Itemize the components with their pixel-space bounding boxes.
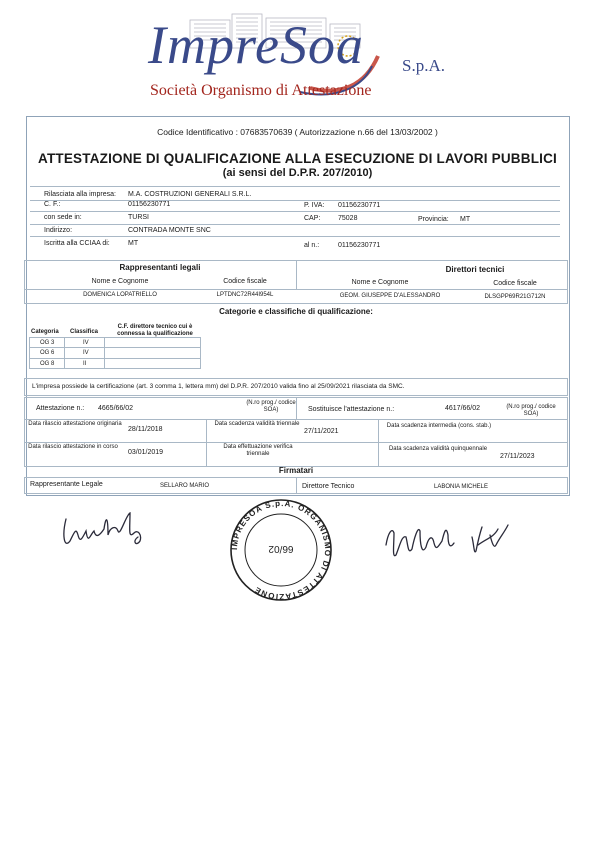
class-col: Classifica <box>70 329 99 335</box>
province-label: Provincia: <box>418 216 449 223</box>
address-label: Indirizzo: <box>44 227 73 234</box>
company-stamp <box>218 498 344 602</box>
seat-label: con sede in: <box>44 214 82 221</box>
tech-fiscal-col: Codice fiscale <box>493 280 537 287</box>
cf-label: C. F.: <box>44 201 61 208</box>
legal-rep-signatory-value: SELLARO MARIO <box>160 483 210 489</box>
rea-value: 01156230771 <box>338 242 381 249</box>
signatories-header: Firmatari <box>278 466 314 475</box>
cap-value: 75028 <box>338 215 358 222</box>
province-value: MT <box>460 216 471 223</box>
divider <box>104 337 105 369</box>
current-date-label: Data rilascio attestazione in corso <box>28 444 118 450</box>
cap-label: CAP: <box>304 215 321 222</box>
triennial-label: Data scadenza validità triennale <box>214 421 300 427</box>
legal-rep-signature <box>60 505 150 555</box>
legal-name-col: Nome e Cognome <box>91 278 149 285</box>
current-date-value: 03/01/2019 <box>128 449 164 456</box>
tech-name-col: Nome e Cognome <box>351 279 409 286</box>
legal-rep-fiscal: LPTDNC72R44I954L <box>216 292 274 298</box>
tech-dir-name: GEOM. GIUSEPPE D'ALESSANDRO <box>339 293 441 299</box>
divider <box>30 211 560 212</box>
cciaa-label: Iscritta alla CCIAA di: <box>44 240 110 247</box>
certification-text: L'impresa possiede la certificazione (art. 3 comma 1, lettera mm) del D.P.R. 207/2010 valida fino al 25/09/2021 rilasciata da SMC. <box>32 383 405 390</box>
quinquennial-value: 27/11/2023 <box>500 453 535 460</box>
rea-label: al n.: <box>304 242 320 249</box>
divider <box>24 419 568 420</box>
stamp-number: 66/02 <box>268 543 294 554</box>
categories-table <box>29 337 201 369</box>
director-col: C.F. direttore tecnico cui è connessa la qualificazione <box>117 324 193 337</box>
orig-date-value: 28/11/2018 <box>128 426 163 433</box>
categories-header: Categorie e classifiche di qualificazione: <box>219 307 373 316</box>
legal-rep-name: DOMENICA LOPATRIELLO <box>83 292 157 298</box>
tech-signatory-label: Direttore Tecnico <box>302 483 355 490</box>
company-logo: ImpreSoa <box>148 15 364 75</box>
tech-director-signature <box>378 515 518 565</box>
address-value: CONTRADA MONTE SNC <box>128 227 211 234</box>
attestation-number-label: Attestazione n.: <box>36 405 85 412</box>
piva-label: P. IVA: <box>304 202 325 209</box>
category-row-1: OG 3 <box>40 340 55 346</box>
divider <box>30 200 560 201</box>
tech-signatory-value: LABONIA MICHELE <box>434 484 489 490</box>
document-title: ATTESTAZIONE DI QUALIFICAZIONE ALLA ESECUZIONE DI LAVORI PUBBLICI <box>38 151 557 166</box>
issued-label: Rilasciata alla impresa: <box>44 191 116 198</box>
divider <box>29 347 201 348</box>
company-logo-suffix: S.p.A. <box>402 56 445 75</box>
replaces-label: Sostituisce l'attestazione n.: <box>308 406 395 413</box>
tech-directors-header: Direttori tecnici <box>445 265 505 274</box>
seat-value: TURSI <box>128 214 149 221</box>
replaces-prog-label: (N.ro prog./ codice SOA) <box>506 404 556 417</box>
divider <box>64 337 65 369</box>
legal-reps-header: Rappresentanti legali <box>119 263 201 272</box>
divider <box>296 260 297 290</box>
category-row-2: OG 6 <box>40 350 55 356</box>
attestation-number-value: 4665/66/02 <box>98 405 134 412</box>
divider <box>24 442 568 443</box>
class-row-2: IV <box>83 350 89 356</box>
legal-rep-signatory-label: Rappresentante Legale <box>30 481 103 488</box>
identification-code: Codice Identificativo : 07683570639 ( Autorizzazione n.66 del 13/03/2002 ) <box>157 127 438 137</box>
category-col: Categoria <box>31 329 59 335</box>
divider <box>30 236 560 237</box>
stamp-outer-text: IMPRESOA S.p.A. ORGANISMO DI ATTESTAZIONE <box>229 498 333 602</box>
divider <box>378 419 379 467</box>
class-row-1: IV <box>83 340 89 346</box>
cciaa-value: MT <box>128 240 139 247</box>
tech-dir-fiscal: DLSGPP69R21G712N <box>484 294 546 300</box>
cf-value: 01156230771 <box>128 201 171 208</box>
category-row-3: OG 8 <box>40 361 55 367</box>
attestation-prog-label: (N.ro prog./ codice SOA) <box>246 400 296 413</box>
divider <box>296 397 297 419</box>
document-subtitle: (ai sensi del D.P.R. 207/2010) <box>222 167 373 179</box>
divider <box>30 224 560 225</box>
divider <box>296 477 297 494</box>
verify-label: Data effettuazione verifica triennale <box>223 444 293 457</box>
orig-date-label: Data rilascio attestazione originaria <box>28 421 122 427</box>
triennial-value: 27/11/2021 <box>304 428 339 435</box>
divider <box>24 289 568 290</box>
company-logo-subtitle: Società Organismo di Attestazione <box>150 82 372 99</box>
divider <box>29 358 201 359</box>
replaces-value: 4617/66/02 <box>445 405 481 412</box>
intermediate-label: Data scadenza intermedia (cons. stab.) <box>386 423 492 429</box>
legal-fiscal-col: Codice fiscale <box>223 278 267 285</box>
class-row-3: II <box>83 361 87 367</box>
quinquennial-label: Data scadenza validità quinquennale <box>388 446 488 452</box>
issued-value: M.A. COSTRUZIONI GENERALI S.R.L. <box>128 191 252 198</box>
divider <box>206 419 207 467</box>
piva-value: 01156230771 <box>338 202 381 209</box>
divider <box>30 186 560 187</box>
